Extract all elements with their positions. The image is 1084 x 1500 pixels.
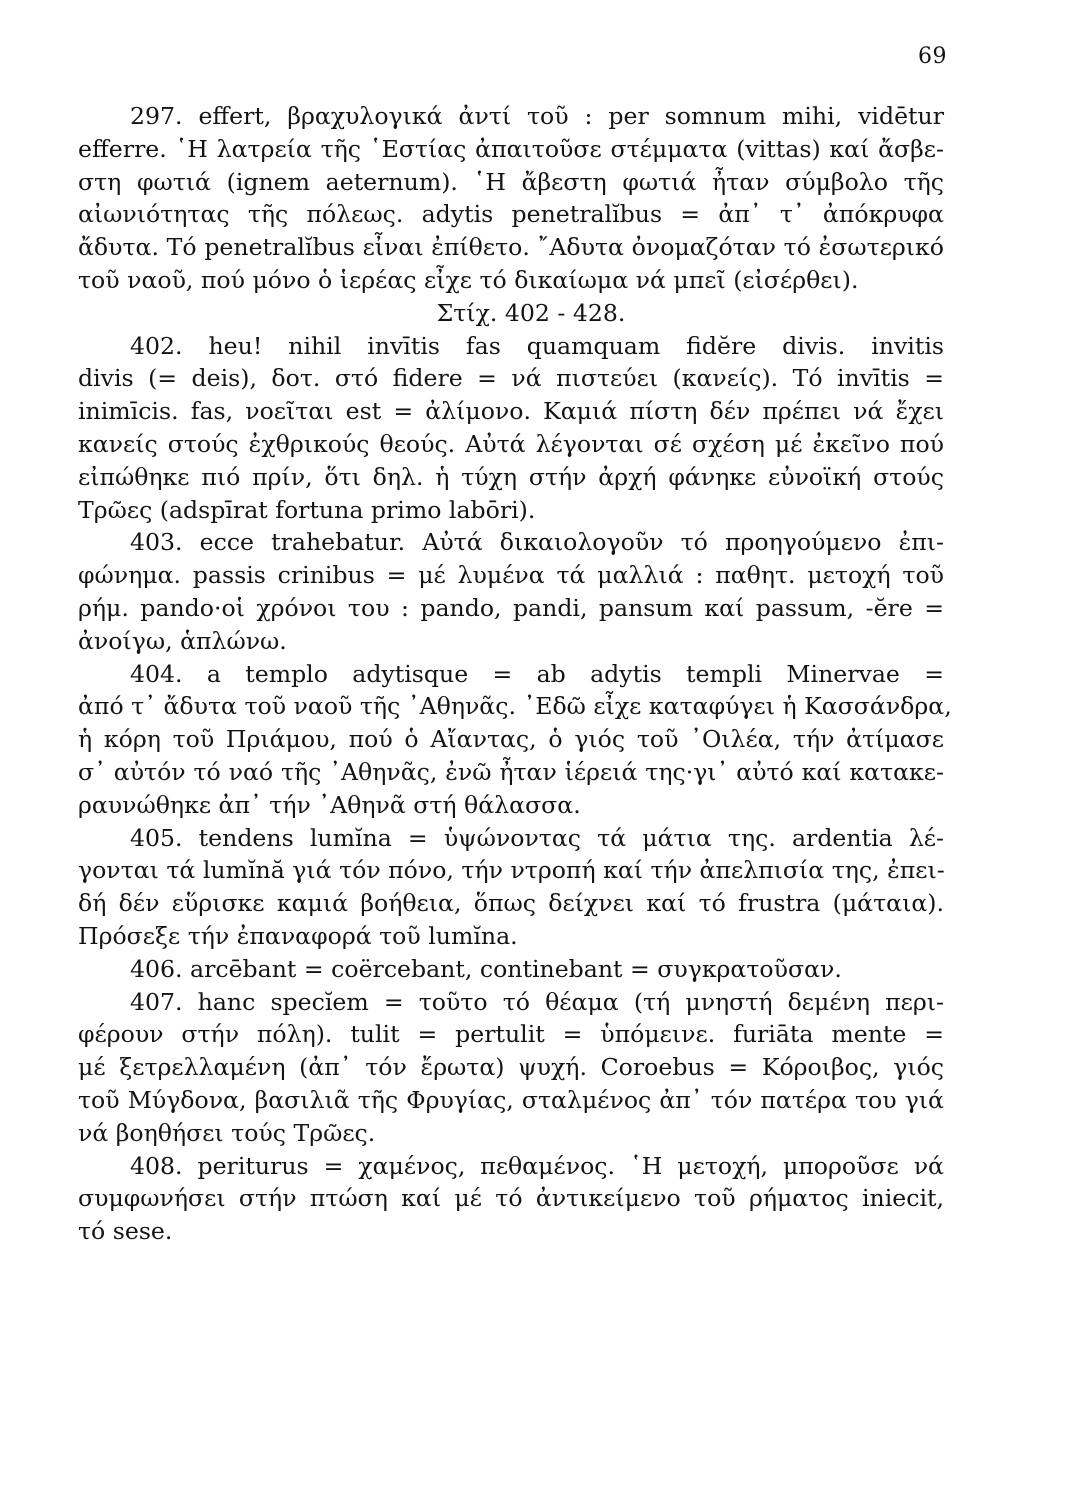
text-line: μέ ξετρελλαμένη (ἀπ᾽ τόν ἔρωτα) ψυχή. Coroebus = Κόροιβος, γιός bbox=[78, 1053, 944, 1082]
commentary-text bbox=[78, 100, 952, 1248]
text-line: φώνημα. passis crinibus = μέ λυμένα τά μαλλιά : παθητ. μετοχή τοῦ bbox=[78, 561, 944, 590]
text-line: 408. periturus = χαμένος, πεθαμένος. ῾Η μετοχή, μποροῦσε νά bbox=[130, 1151, 944, 1180]
section-heading: Στίχ. 402 - 428. bbox=[436, 298, 626, 327]
text-line: φέρουν στήν πόλη). tulit = pertulit = ὑπόμεινε. furiāta mente = bbox=[78, 1020, 944, 1049]
text-line: ἄδυτα. Τό penetralĭbus εἶναι ἐπίθετο. ῎Αδυτα ὀνομαζόταν τό ἐσωτερικό bbox=[78, 233, 944, 262]
text-line: ἀπό τ᾽ ἄδυτα τοῦ ναοῦ τῆς ᾽Αθηνᾶς. ᾽Εδῶ εἶχε καταφύγει ἡ Κασσάνδρα, bbox=[78, 692, 952, 721]
text-line: ἀνοίγω, ἁπλώνω. bbox=[78, 626, 287, 655]
text-line: τοῦ ναοῦ, πού μόνο ὁ ἱερέας εἶχε τό δικαίωμα νά μπεῖ (εἰσέρθει). bbox=[78, 265, 859, 294]
text-line: γονται τά lumĭnă γιά τόν πόνο, τήν ντροπή καί τήν ἀπελπισία της, ἐπει- bbox=[78, 856, 945, 885]
text-line: νά βοηθήσει τούς Τρῶες. bbox=[78, 1118, 376, 1147]
text-line: τό sese. bbox=[78, 1217, 173, 1246]
text-line: 403. ecce trahebatur. Αὐτά δικαιολογοῦν τό προηγούμενο ἐπι- bbox=[130, 528, 944, 557]
text-line: ραυνώθηκε ἀπ᾽ τήν ᾽Αθηνᾶ στή θάλασσα. bbox=[78, 790, 581, 819]
text-line: Τρῶες (adspīrat fortuna primo labōri). bbox=[78, 495, 536, 524]
text-line: 402. heu! nihil invītis fas quamquam fidĕre divis. invitis bbox=[130, 331, 944, 360]
text-line: αἰωνιότητας τῆς πόλεως. adytis penetralĭbus = ἀπ᾽ τ᾽ ἀπόκρυφα bbox=[78, 200, 944, 229]
text-line: 404. a templo adytisque = ab adytis templi Minervae = bbox=[130, 659, 944, 688]
text-line: 407. hanc specĭem = τοῦτο τό θέαμα (τή μνηστή δεμένη περι- bbox=[130, 987, 944, 1016]
text-line: inimīcis. fas, νοεῖται est = ἀλίμονο. Καμιά πίστη δέν πρέπει νά ἔχει bbox=[78, 397, 944, 426]
text-line: εἰπώθηκε πιό πρίν, ὅτι δηλ. ἡ τύχη στήν ἀρχή φάνηκε εὐνοϊκή στούς bbox=[78, 462, 944, 491]
text-line: ἡ κόρη τοῦ Πριάμου, πού ὁ Αἴαντας, ὁ γιός τοῦ ᾽Οιλέα, τήν ἀτίμασε bbox=[78, 725, 944, 754]
text-line: efferre. ῾Η λατρεία τῆς ῾Εστίας ἀπαιτοῦσε στέμματα (vittas) καί ἄσβε- bbox=[78, 134, 944, 163]
text-line: 406. arcēbant = coërcebant, continebant = συγκρατοῦσαν. bbox=[130, 954, 842, 983]
page-number: 69 bbox=[918, 44, 947, 69]
text-line: ρήμ. pando·οἱ χρόνοι του : pando, pandi, pansum καί passum, -ĕre = bbox=[78, 593, 944, 622]
text-line: 297. effert, βραχυλογικά ἀντί τοῦ : per somnum mihi, vidētur bbox=[130, 102, 944, 130]
text-line: Πρόσεξε τήν ἐπαναφορά τοῦ lumĭna. bbox=[78, 921, 518, 950]
text-line: divis (= deis), δοτ. στό fidere = νά πιστεύει (κανείς). Τό invītis = bbox=[78, 364, 944, 393]
text-line: τοῦ Μύγδονα, βασιλιᾶ τῆς Φρυγίας, σταλμένος ἀπ᾽ τόν πατέρα του γιά bbox=[78, 1085, 944, 1114]
text-line: κανείς στούς ἐχθρικούς θεούς. Αὐτά λέγονται σέ σχέση μέ ἐκεῖνο πού bbox=[78, 429, 944, 458]
text-line: δή δέν εὕρισκε καμιά βοήθεια, ὅπως δείχνει καί τό frustra (μάταια). bbox=[78, 889, 944, 918]
text-line: σ᾽ αὐτόν τό ναό τῆς ᾽Αθηνᾶς, ἐνῶ ἦταν ἱέρειά της·γι᾽ αὐτό καί κατακε- bbox=[78, 757, 944, 786]
text-line: 405. tendens lumĭna = ὑψώνοντας τά μάτια της. ardentia λέ- bbox=[130, 823, 944, 852]
text-line: στη φωτιά (ignem aeternum). ῾Η ἄβεστη φωτιά ἦταν σύμβολο τῆς bbox=[78, 167, 944, 196]
text-line: συμφωνήσει στήν πτώση καί μέ τό ἀντικείμενο τοῦ ρήματος iniecit, bbox=[78, 1184, 944, 1213]
